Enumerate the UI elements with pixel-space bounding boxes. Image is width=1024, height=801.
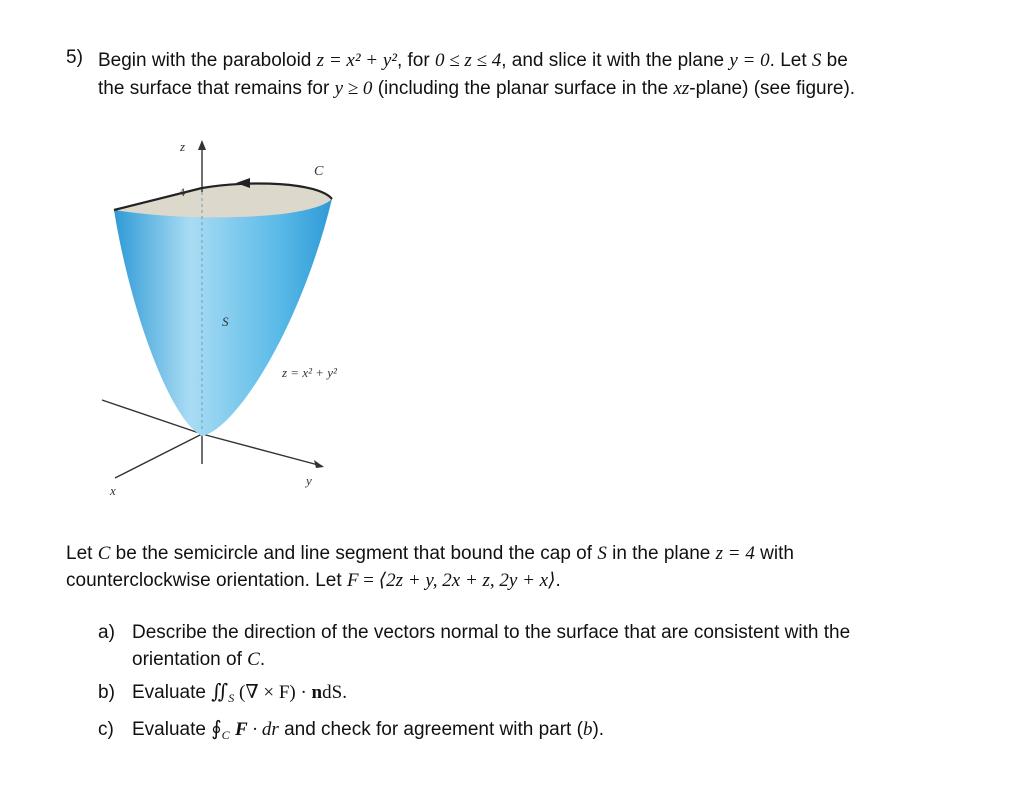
problem-number: 5) <box>66 47 83 68</box>
math: dS. <box>322 682 347 703</box>
math: y = 0 <box>729 50 770 71</box>
text: Evaluate <box>132 719 212 740</box>
y-axis-arrow-icon <box>314 460 324 468</box>
part-text <box>132 716 922 749</box>
text: with <box>754 543 794 564</box>
line-integral-icon: ∮ <box>211 718 222 740</box>
problem-line-2 <box>98 75 998 103</box>
math: b <box>582 719 593 740</box>
math: S <box>811 50 822 71</box>
surface-label: S <box>222 314 229 329</box>
y-axis-label: y <box>306 473 312 488</box>
math: z <box>316 50 325 71</box>
text: (including the planar surface in the <box>372 78 674 99</box>
text: Begin with the paraboloid <box>98 50 317 71</box>
math: · dr <box>247 719 279 740</box>
text: and check for agreement with part ( <box>278 719 583 740</box>
part-text <box>132 679 922 712</box>
part-label: a) <box>98 622 115 643</box>
text: . Let <box>769 50 812 71</box>
z-axis-arrow-icon <box>198 140 206 150</box>
math: F <box>346 570 359 591</box>
part-label: c) <box>98 719 114 740</box>
y-axis <box>202 434 322 466</box>
curve-description <box>66 540 966 594</box>
text: . <box>259 649 266 670</box>
paraboloid-figure <box>90 130 410 510</box>
paraboloid-surface <box>114 186 332 436</box>
text: orientation of <box>132 649 248 670</box>
text: counterclockwise orientation. Let <box>66 570 347 591</box>
equation-label: z = x² + y² <box>282 365 337 380</box>
double-integral-icon: ∬ <box>211 681 229 703</box>
x-axis <box>115 434 202 478</box>
math: C <box>247 649 260 670</box>
text: be <box>821 50 848 71</box>
math-bold: F <box>234 719 248 740</box>
curve-line-1 <box>66 540 966 567</box>
part-text <box>132 619 922 673</box>
text: Describe the direction of the vectors normal to the surface that are consistent with the <box>132 622 851 643</box>
text: Let <box>66 543 98 564</box>
text: Evaluate <box>132 682 212 703</box>
problem-statement <box>98 47 998 103</box>
math: = x² + y² <box>324 50 397 71</box>
integral-subscript: S <box>228 691 235 705</box>
curve-line-2 <box>66 567 966 594</box>
math: y ≥ 0 <box>334 78 373 99</box>
math: S <box>597 543 607 564</box>
integral-subscript: C <box>221 728 230 742</box>
math: C <box>97 543 111 564</box>
math-bold: n <box>311 682 323 703</box>
text: in the plane <box>606 543 716 564</box>
text: ). <box>592 719 605 740</box>
math: xz <box>673 78 690 99</box>
text: . <box>555 570 561 591</box>
curve-label: C <box>314 164 324 179</box>
text: , for <box>396 50 435 71</box>
x-axis-label: x <box>110 483 116 498</box>
math: z = 4 <box>715 543 755 564</box>
math: = <box>358 570 379 591</box>
z-axis-label: z <box>180 139 186 154</box>
math: (∇ × F) · <box>234 682 312 703</box>
text: be the semicircle and line segment that bound the cap of <box>110 543 598 564</box>
text: -plane) (see figure). <box>689 78 856 99</box>
part-label: b) <box>98 682 115 703</box>
math: 0 ≤ z ≤ 4 <box>434 50 502 71</box>
text: the surface that remains for <box>98 78 335 99</box>
z-tick-label: 4 <box>179 185 185 199</box>
math: ⟨2z + y, 2x + z, 2y + x⟩ <box>378 570 556 591</box>
problem-line-1 <box>98 47 998 75</box>
text: , and slice it with the plane <box>501 50 730 71</box>
